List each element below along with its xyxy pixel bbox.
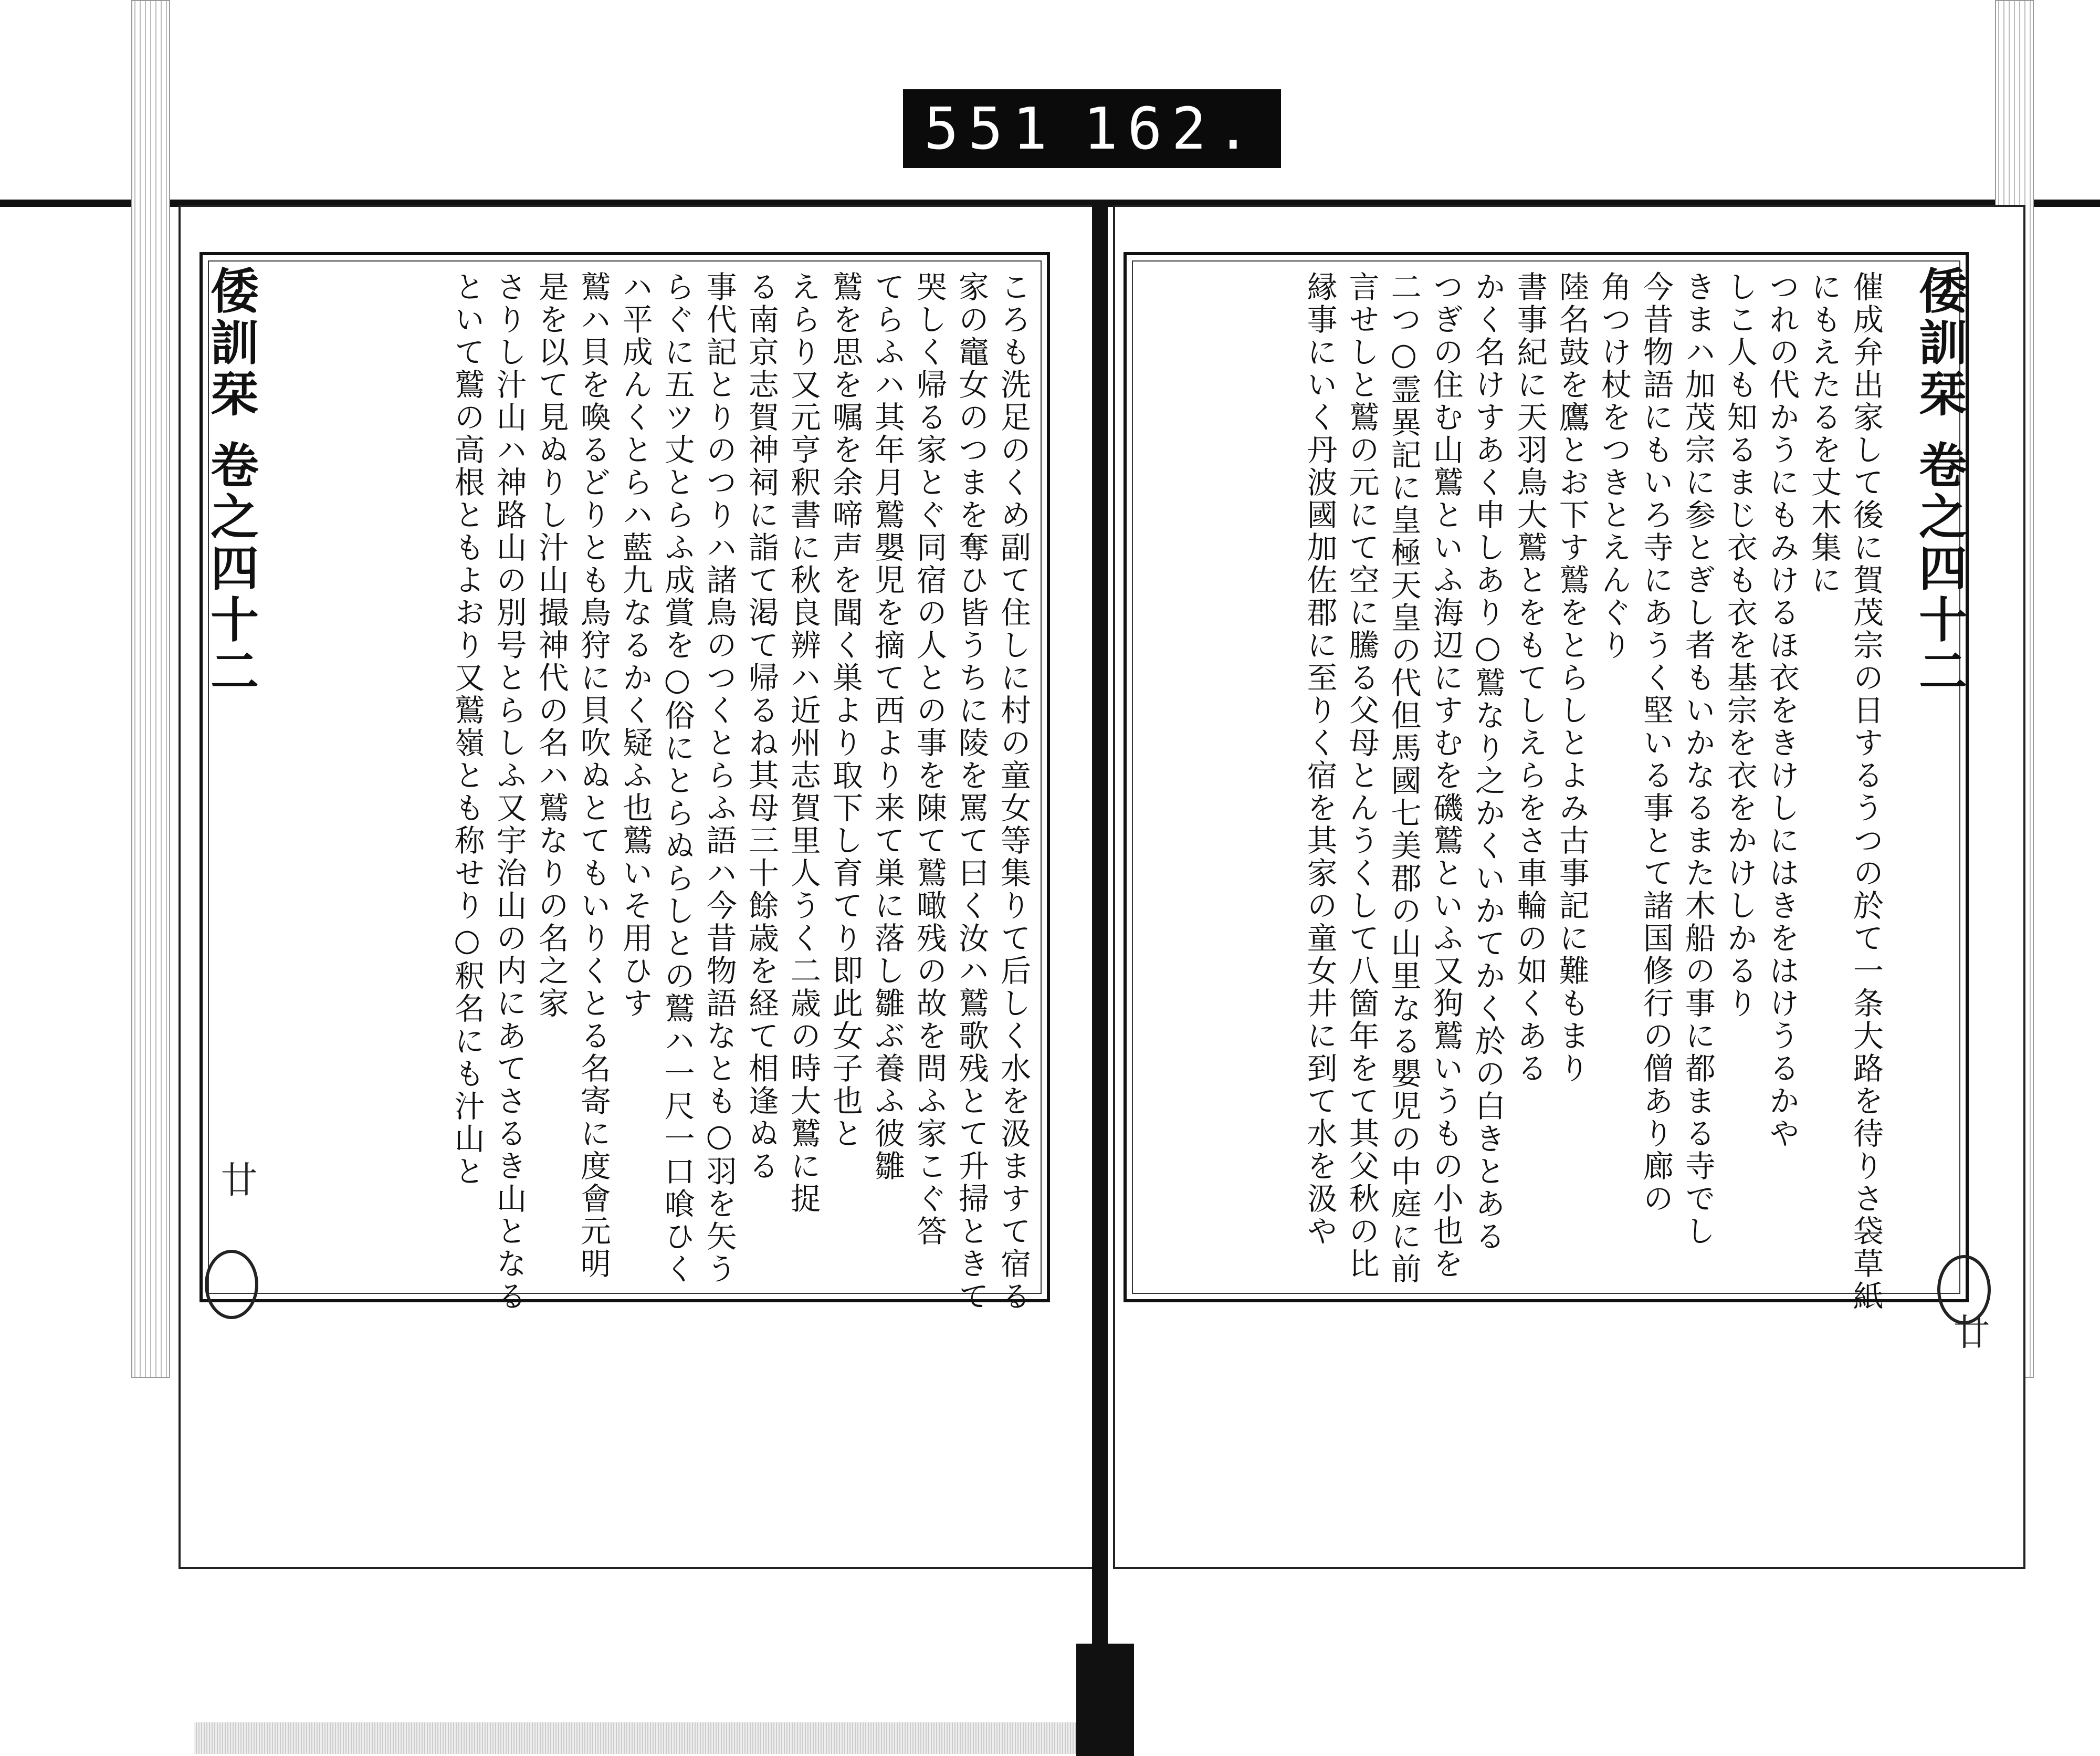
text-line: 今昔物語にもいろ寺にあうく堅いる事とて諸国修行の僧あり廊の	[1637, 271, 1674, 1215]
right-running-head: 倭訓栞 卷之四十二	[1911, 266, 1968, 698]
text-line: さりし汁山ハ神路山の別号とらしふ又宇治山の内にあてさるき山となる	[491, 271, 527, 1313]
text-line: 書事紀に天羽鳥大鷲とをもてしえらをさ車輪の如くある	[1511, 271, 1548, 1085]
left-running-head: 倭訓栞 卷之四十二	[203, 266, 259, 698]
text-line: 哭しく帰る家とぐ同宿の人との事を陳て鷲噉残の故を問ふ家こぐ答	[911, 271, 947, 1248]
right-folio-number: 廿	[1947, 1313, 1990, 1350]
text-line: きまハ加茂宗に参とぎし者もいかなるまた木船の事に都まる寺でし	[1679, 271, 1716, 1248]
text-line: る南京志賀神祠に詣て渇て帰るね其母三十餘歳を経て相逢ぬる	[743, 271, 779, 1183]
text-line: つぎの住む山鷲といふ海辺にすむを磯鷲といふ又狗鷲いうもの小也を	[1427, 271, 1464, 1280]
text-line: つれの代かうにもみけるほ衣をきけしにはきをはけうるかや	[1763, 271, 1800, 1150]
text-line: 是を以て見ぬりし汁山撮神代の名ハ鷲なりの名之家	[533, 271, 569, 1020]
left-text-block	[266, 271, 1034, 1313]
text-line: 事代記とりのつりハ諸鳥のつくとらふ語ハ今昔物語なとも○羽を矢う	[701, 271, 737, 1285]
right-text-frame	[1124, 252, 1969, 1313]
book-spine	[1092, 205, 1108, 1754]
text-line: ころも洗足のくめ副て住しに村の童女等集りて后しく水を汲ますて宿る	[995, 271, 1031, 1313]
text-line: 言せしと鷲の元にて空に騰る父母とんうくして八箇年をて其父秋の比	[1343, 271, 1380, 1280]
text-line: 鷲ハ貝を喚るどりとも鳥狩に貝吹ぬとてもいりくとる名寄に度會元明	[575, 271, 611, 1280]
scan-id-left-number: 551	[924, 95, 1057, 162]
text-line: しこ人も知るまじ衣も衣を基宗を衣をかけしかるり	[1721, 271, 1758, 1020]
text-line: らぐに五ツ丈とらふ成賞を○俗にとらぬらしとの鷲ハ一尺一口喰ひく	[659, 271, 695, 1285]
text-line: といて鷲の高根ともよおり又鷲嶺とも称せり○釈名にも汁山と	[449, 271, 485, 1188]
book-spine-foot	[1076, 1644, 1134, 1756]
text-line: ハ平成んくとらハ藍九なるかく疑ふ也鷲いそ用ひす	[617, 271, 653, 1020]
scan-id-label	[903, 89, 1281, 168]
text-line: てらふハ其年月鷲嬰児を摘て西より来て巣に落し雛ぶ養ふ彼雛	[869, 271, 905, 1183]
right-text-block	[1139, 271, 1887, 1313]
left-margin-tab-circle	[205, 1250, 258, 1319]
page-bottom-edge	[194, 1722, 1076, 1754]
text-line: 二つ○霊異記に皇極天皇の代但馬國七美郡の山里なる嬰児の中庭に前	[1385, 271, 1422, 1285]
scan-id-right-number: 162.	[1083, 95, 1260, 162]
left-folio-number: 廿	[215, 1161, 258, 1197]
text-line: 角つけ杖をつきとえんぐり	[1595, 271, 1632, 662]
text-line: にもえたるを丈木集に	[1805, 271, 1842, 597]
text-line: 陸名鼓を鷹とお下す鷲をとらしとよみ古事記に難もまり	[1553, 271, 1590, 1085]
text-line: えらり又元亨釈書に秋良辨ハ近州志賀里人うく二歳の時大鷲に捉	[785, 271, 821, 1215]
text-line: 縁事にいく丹波國加佐郡に至りく宿を其家の童女井に到て水を汲や	[1301, 271, 1338, 1248]
text-line: 催成弁出家して後に賀茂宗の日するうつの於て一条大路を待りさ袋草紙	[1848, 271, 1884, 1313]
text-line: かく名けすあく申しあり○鷲なり之かくいかてかく於の白きとある	[1469, 271, 1506, 1253]
text-line: 鷲を思を嘱を余啼声を聞く巣より取下し育てり即此女子也と	[827, 271, 863, 1150]
left-text-frame	[200, 252, 1050, 1313]
text-line: 家の竈女のつまを奪ひ皆うちに陵を罵て曰く汝ハ鷲歌残とて升掃ときて	[953, 271, 989, 1313]
